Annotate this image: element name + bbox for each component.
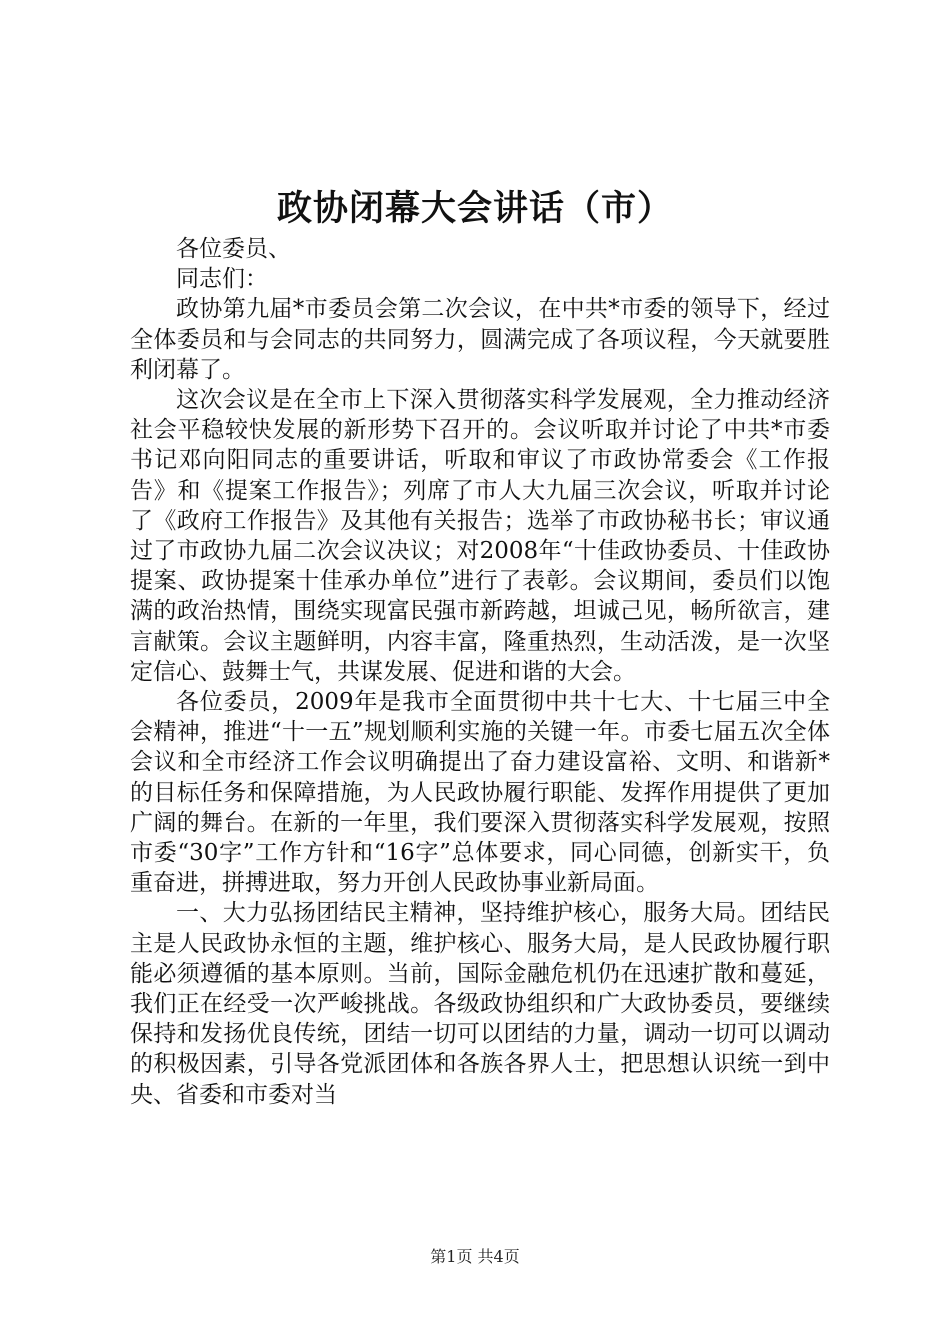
document-body [130,234,830,1110]
body-paragraph: 各位委员，2009年是我市全面贯彻中共十七大、十七届三中全会精神，推进“十一五”规划顺利实施的关键一年。市委七届五次全体会议和全市经济工作会议明确提出了奋力建设富裕、文明、和谐新*的目标任务和保障措施，为人民政协履行职能、发挥作用提供了更加广阔的舞台。在新的一年里，我们要深入贯彻落实科学发展观，按照市委“30字”工作方针和“16字”总体要求，同心同德，创新实干，负重奋进，拼搏进取，努力开创人民政协事业新局面。 [130,689,830,897]
salutation-line: 各位委员、 [176,236,291,262]
document-title: 政协闭幕大会讲话（市） [276,188,673,229]
body-paragraph: 这次会议是在全市上下深入贯彻落实科学发展观，全力推动经济社会平稳较快发展的新形势下召开的。会议听取并讨论了中共*市委书记邓向阳同志的重要讲话，听取和审议了市政协常委会《工作报告》和《提案工作报告》；列席了市人大九届三次会议，听取并讨论了《政府工作报告》及其他有关报告；选举了市政协秘书长；审议通过了市政协九届二次会议决议；对2008年“十佳政协委员、十佳政协提案、政协提案十佳承办单位”进行了表彰。会议期间，委员们以饱满的政治热情，围绕实现富民强市新跨越，坦诚己见，畅所欲言，建言献策。会议主题鲜明，内容丰富，隆重热烈，生动活泼，是一次坚定信心、鼓舞士气，共谋发展、促进和谐的大会。 [130,387,830,685]
salutation-line: 同志们： [176,266,268,293]
body-paragraph: 政协第九届*市委员会第二次会议，在中共*市委的领导下，经过全体委员和与会同志的共同努力，圆满完成了各项议程，今天就要胜利闭幕了。 [130,296,830,383]
page-number-footer: 第1页 共4页 [430,1247,520,1266]
body-paragraph: 一、大力弘扬团结民主精神，坚持维护核心，服务大局。团结民主是人民政协永恒的主题，维护核心、服务大局，是人民政协履行职能必须遵循的基本原则。当前，国际金融危机仍在迅速扩散和蔓延，我们正在经受一次严峻挑战。各级政协组织和广大政协委员，要继续保持和发扬优良传统，团结一切可以团结的力量，调动一切可以调动的积极因素，引导各党派团体和各族各界人士，把思想认识统一到中央、省委和市委对当 [130,900,830,1108]
